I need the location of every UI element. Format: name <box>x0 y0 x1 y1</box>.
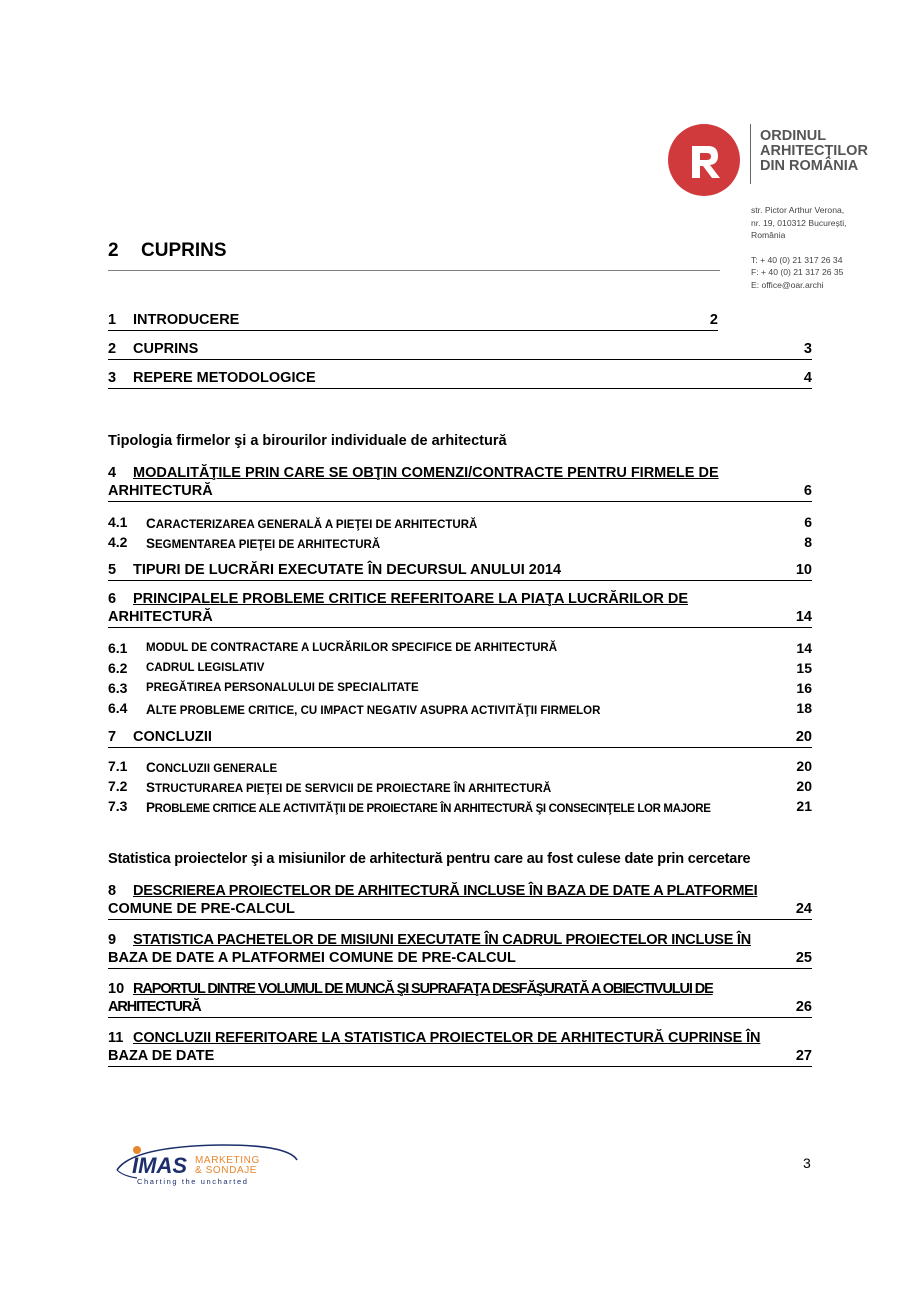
toc-entry-modalitati[interactable] <box>108 465 812 502</box>
toc-title-initial: C <box>146 516 156 531</box>
toc-title: CONCLUZII REFERITOARE LA STATISTICA PROIECTELOR DE ARHITECTURĂ CUPRINSE ÎN <box>133 1030 761 1046</box>
toc-page: 20 <box>796 758 812 774</box>
toc-title-continued: BAZA DE DATE A PLATFORMEI COMUNE DE PRE-CALCUL <box>108 950 516 966</box>
toc-page: 20 <box>796 778 812 794</box>
toc-entry-introducere[interactable] <box>108 312 718 331</box>
toc-number: 7.1 <box>108 758 128 774</box>
toc-entry-concluzii[interactable] <box>108 729 812 748</box>
toc-title: CUPRINS <box>133 341 199 357</box>
toc-title: LTE PROBLEME CRITICE, CU IMPACT NEGATIV ASUPRA ACTIVITĂŢII FIRMELOR <box>155 705 601 717</box>
toc-number: 6.2 <box>108 660 128 676</box>
toc-subentry-6-4[interactable] <box>108 700 812 718</box>
toc-entry-descrierea-proiectelor[interactable] <box>108 883 812 920</box>
toc-number: 7 <box>108 729 117 745</box>
toc-page: 20 <box>795 729 812 745</box>
toc-number: 3 <box>108 370 117 386</box>
toc-title: ARACTERIZAREA GENERALĂ A PIEŢEI DE ARHITECTURĂ <box>155 519 478 531</box>
page-number: 3 <box>803 1155 811 1171</box>
toc-title-continued: ARHITECTURĂ <box>108 609 213 625</box>
toc-number: 1 <box>108 312 117 328</box>
toc-number: 6.1 <box>108 640 128 656</box>
toc-title: PRINCIPALELE PROBLEME CRITICE REFERITOARE LA PIAŢA LUCRĂRILOR DE <box>133 591 689 607</box>
toc-number: 4 <box>108 465 117 481</box>
toc-subentry-4-2[interactable] <box>108 534 812 552</box>
toc-title: CADRUL LEGISLATIV <box>146 662 265 674</box>
toc-title: INTRODUCERE <box>133 312 240 328</box>
toc-page: 14 <box>796 640 812 656</box>
toc-page: 3 <box>803 341 812 357</box>
toc-title: STATISTICA PACHETELOR DE MISIUNI EXECUTATE ÎN CADRUL PROIECTELOR INCLUSE ÎN <box>133 932 751 948</box>
toc-number: 4.1 <box>108 514 128 530</box>
address-line: România <box>751 230 786 241</box>
toc-number: 6.3 <box>108 680 128 696</box>
toc-entry-cuprins[interactable] <box>108 341 812 360</box>
imas-tagline: Charting the uncharted <box>137 1177 249 1186</box>
toc-entry-probleme-critice[interactable] <box>108 591 812 628</box>
org-name-line: ARHITECȚILOR <box>760 143 868 159</box>
logo-divider <box>750 124 751 184</box>
imas-marketing: MARKETING <box>195 1155 260 1166</box>
toc-subentry-6-1[interactable] <box>108 640 812 658</box>
toc-page: 6 <box>804 514 812 530</box>
toc-page: 2 <box>709 312 718 328</box>
toc-page: 15 <box>796 660 812 676</box>
address-line: str. Pictor Arthur Verona, <box>751 205 845 215</box>
toc-title: REPERE METODOLOGICE <box>133 370 316 386</box>
toc-number: 2 <box>108 341 117 357</box>
toc-entry-raportul[interactable] <box>108 981 812 1018</box>
toc-title-continued: ARHITECTURĂ <box>108 999 201 1015</box>
toc-title: MODALITĂŢILE PRIN CARE SE OBŢIN COMENZI/CONTRACTE PENTRU FIRMELE DE <box>133 465 719 481</box>
toc-title: CONCLUZII <box>133 729 212 745</box>
toc-title-initial: C <box>146 760 156 775</box>
toc-title: EGMENTAREA PIEŢEI DE ARHITECTURĂ <box>155 539 381 551</box>
toc-subentry-6-2[interactable] <box>108 660 812 678</box>
toc-page: 4 <box>803 370 812 386</box>
toc-title-initial: S <box>146 780 156 795</box>
address-line: nr. 19, 010312 București, <box>751 217 847 228</box>
toc-title-continued: ARHITECTURĂ <box>108 483 213 499</box>
imas-logo-icon <box>113 1140 303 1188</box>
toc-title-initial: P <box>146 800 155 815</box>
toc-page: 8 <box>804 534 812 550</box>
organization-address <box>751 204 847 292</box>
oar-logo-icon <box>668 124 740 196</box>
page-title <box>108 240 227 262</box>
toc-number: 7.3 <box>108 798 128 814</box>
toc-title-continued: BAZA DE DATE <box>108 1048 215 1064</box>
toc-entry-tipuri-lucrari[interactable] <box>108 562 812 581</box>
toc-title: MODUL DE CONTRACTARE A LUCRĂRILOR SPECIFICE DE ARHITECTURĂ <box>146 642 558 654</box>
toc-number: 7.2 <box>108 778 128 794</box>
org-name-line: DIN ROMÂNIA <box>760 158 859 174</box>
toc-entry-repere-metodologice[interactable] <box>108 370 812 389</box>
toc-page: 10 <box>795 562 812 578</box>
toc-subentry-7-1[interactable] <box>108 758 812 776</box>
org-name-line: ORDINUL <box>760 128 827 144</box>
toc-title: DESCRIEREA PROIECTELOR DE ARHITECTURĂ INCLUSE ÎN BAZA DE DATE A PLATFORMEI <box>133 883 758 899</box>
email-line: E: office@oar.archi <box>751 279 824 290</box>
imas-word: IMAS <box>132 1153 187 1178</box>
toc-number: 4.2 <box>108 534 128 550</box>
toc-title-initial: A <box>146 702 156 717</box>
imas-sondaje: & SONDAJE <box>195 1165 258 1176</box>
toc-title: TIPURI DE LUCRĂRI EXECUTATE ÎN DECURSUL ANULUI 2014 <box>133 562 562 578</box>
toc-number: 9 <box>108 932 117 948</box>
toc-subentry-4-1[interactable] <box>108 514 812 532</box>
toc-title: TRUCTURAREA PIEŢEI DE SERVICII DE PROIECTARE ÎN ARHITECTURĂ <box>155 783 552 795</box>
toc-entry-statistica-pachetelor[interactable] <box>108 932 812 969</box>
fax-line: F: + 40 (0) 21 317 26 35 <box>751 267 844 278</box>
toc-number: 6.4 <box>108 700 128 716</box>
toc-page: 24 <box>795 901 812 917</box>
toc-page: 16 <box>796 680 812 696</box>
toc-title: PREGĂTIREA PERSONALULUI DE SPECIALITATE <box>146 682 419 694</box>
toc-subentry-6-3[interactable] <box>108 680 812 698</box>
heading-rule <box>108 270 720 271</box>
toc-number: 11 <box>108 1030 124 1046</box>
toc-page: 26 <box>795 999 812 1015</box>
heading-number: 2 <box>108 240 119 261</box>
toc-page: 27 <box>795 1048 812 1064</box>
phone-line: T: + 40 (0) 21 317 26 34 <box>751 254 843 265</box>
toc-entry-concluzii-statistica[interactable] <box>108 1030 812 1067</box>
toc-number: 5 <box>108 562 117 578</box>
organization-name <box>760 129 868 174</box>
toc-page: 18 <box>796 700 812 716</box>
toc-title-initial: S <box>146 536 156 551</box>
toc-page: 25 <box>795 950 812 966</box>
toc-page: 6 <box>803 483 812 499</box>
toc-page: 14 <box>795 609 812 625</box>
heading-title: CUPRINS <box>141 240 227 261</box>
section-label-tipologia: Tipologia firmelor şi a birourilor individuale de arhitectură <box>108 433 507 449</box>
toc-title: ROBLEME CRITICE ALE ACTIVITĂŢII DE PROIECTARE ÎN ARHITECTURĂ ŞI CONSECINŢELE LOR MAJORE <box>154 803 711 815</box>
toc-number: 8 <box>108 883 117 899</box>
toc-number: 10 <box>108 981 125 997</box>
toc-subentry-7-2[interactable] <box>108 778 812 796</box>
toc-subentry-7-3[interactable] <box>108 798 812 816</box>
toc-page: 21 <box>796 798 812 814</box>
toc-title-continued: COMUNE DE PRE-CALCUL <box>108 901 295 917</box>
toc-number: 6 <box>108 591 117 607</box>
section-label-statistica: Statistica proiectelor şi a misiunilor de arhitectură pentru care au fost culese date prin cercetare <box>108 851 751 867</box>
toc-title: RAPORTUL DINTRE VOLUMUL DE MUNCĂ ŞI SUPRAFAŢA DESFĂŞURATĂ A OBIECTIVULUI DE <box>133 981 713 997</box>
toc-title: ONCLUZII GENERALE <box>155 763 278 775</box>
